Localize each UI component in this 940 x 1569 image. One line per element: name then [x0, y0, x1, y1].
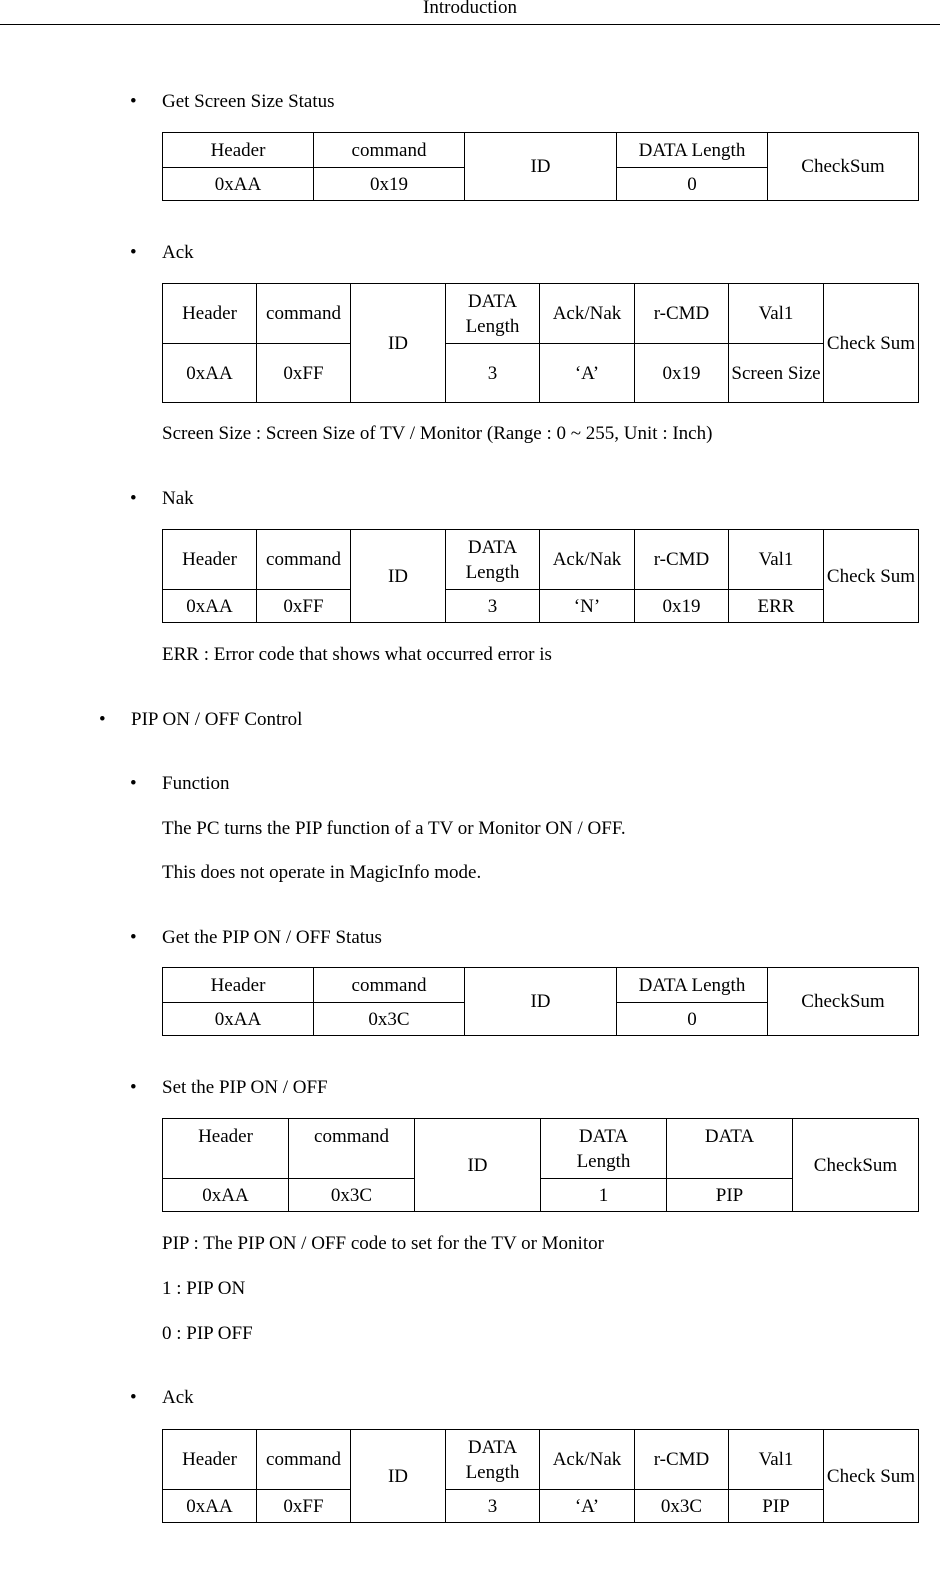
- val1-value-cell: ERR: [729, 590, 824, 623]
- header-cell: Header: [163, 968, 314, 1003]
- checksum-cell: CheckSum: [793, 1119, 919, 1212]
- data-length-cell: DATA Length: [617, 968, 768, 1003]
- val1-value-cell: PIP: [729, 1490, 824, 1523]
- command-cell: command: [257, 1430, 351, 1490]
- screen-size-nak-title: Nak: [162, 488, 194, 509]
- command-cell: command: [289, 1119, 415, 1179]
- command-cell: command: [257, 284, 351, 344]
- id-cell: ID: [351, 530, 446, 623]
- data-length-value-cell: 3: [446, 590, 540, 623]
- pip-function-desc-1: The PC turns the PIP function of a TV or Monitor ON / OFF.: [162, 818, 626, 839]
- pip-section-title: PIP ON / OFF Control: [131, 709, 303, 730]
- command-value-cell: 0xFF: [257, 590, 351, 623]
- page-title: Introduction: [423, 0, 517, 18]
- pip-set-title: Set the PIP ON / OFF: [162, 1077, 328, 1098]
- header-cell: Header: [163, 133, 314, 168]
- pip-on-note: 1 : PIP ON: [162, 1278, 246, 1299]
- bullet-icon: •: [130, 1387, 137, 1408]
- header-value-cell: 0xAA: [163, 1003, 314, 1036]
- header-value-cell: 0xAA: [163, 590, 257, 623]
- data-length-cell: DATA Length: [541, 1119, 667, 1179]
- id-cell: ID: [415, 1119, 541, 1212]
- data-cell: DATA: [667, 1119, 793, 1179]
- id-cell: ID: [465, 968, 617, 1036]
- header-value-cell: 0xAA: [163, 168, 314, 201]
- data-length-value-cell: 3: [446, 1490, 540, 1523]
- id-cell: ID: [351, 284, 446, 403]
- bullet-icon: •: [130, 91, 137, 112]
- r-cmd-value-cell: 0x19: [635, 344, 729, 403]
- val1-cell: Val1: [729, 284, 824, 344]
- bullet-icon: •: [130, 927, 137, 948]
- pip-get-title: Get the PIP ON / OFF Status: [162, 927, 382, 948]
- screen-size-note: Screen Size : Screen Size of TV / Monitor (Range : 0 ~ 255, Unit : Inch): [162, 423, 713, 444]
- header-value-cell: 0xAA: [163, 344, 257, 403]
- checksum-cell: Check Sum: [824, 1430, 919, 1523]
- ack-nak-value-cell: ‘N’: [540, 590, 635, 623]
- data-length-value-cell: 3: [446, 344, 540, 403]
- r-cmd-cell: r-CMD: [635, 284, 729, 344]
- pip-function-title: Function: [162, 773, 230, 794]
- data-length-value-cell: 0: [617, 168, 768, 201]
- data-value-cell: PIP: [667, 1179, 793, 1212]
- checksum-cell: CheckSum: [768, 968, 919, 1036]
- command-value-cell: 0x3C: [289, 1179, 415, 1212]
- command-cell: command: [314, 968, 465, 1003]
- r-cmd-value-cell: 0x19: [635, 590, 729, 623]
- nak-error-note: ERR : Error code that shows what occurred error is: [162, 644, 552, 665]
- data-length-cell: DATA Length: [446, 530, 540, 590]
- page-header: [0, 0, 940, 25]
- pip-get-table: [162, 967, 919, 1036]
- data-length-cell: DATA Length: [617, 133, 768, 168]
- screen-size-nak-table: [162, 529, 919, 623]
- command-cell: command: [314, 133, 465, 168]
- ack-nak-cell: Ack/Nak: [540, 284, 635, 344]
- pip-set-note: PIP : The PIP ON / OFF code to set for the TV or Monitor: [162, 1233, 604, 1254]
- header-cell: Header: [163, 284, 257, 344]
- bullet-icon: •: [99, 709, 106, 730]
- r-cmd-value-cell: 0x3C: [635, 1490, 729, 1523]
- header-value-cell: 0xAA: [163, 1490, 257, 1523]
- data-length-cell: DATA Length: [446, 1430, 540, 1490]
- r-cmd-cell: r-CMD: [635, 530, 729, 590]
- screen-size-status-title: Get Screen Size Status: [162, 91, 335, 112]
- checksum-cell: Check Sum: [824, 284, 919, 403]
- ack-nak-value-cell: ‘A’: [540, 1490, 635, 1523]
- command-value-cell: 0xFF: [257, 1490, 351, 1523]
- pip-set-table: [162, 1118, 919, 1212]
- val1-value-cell: Screen Size: [729, 344, 824, 403]
- ack-nak-cell: Ack/Nak: [540, 1430, 635, 1490]
- ack-nak-value-cell: ‘A’: [540, 344, 635, 403]
- bullet-icon: •: [130, 242, 137, 263]
- pip-ack-title: Ack: [162, 1387, 194, 1408]
- data-length-value-cell: 1: [541, 1179, 667, 1212]
- bullet-icon: •: [130, 1077, 137, 1098]
- data-length-cell: DATA Length: [446, 284, 540, 344]
- bullet-icon: •: [130, 773, 137, 794]
- ack-nak-cell: Ack/Nak: [540, 530, 635, 590]
- val1-cell: Val1: [729, 1430, 824, 1490]
- pip-function-desc-2: This does not operate in MagicInfo mode.: [162, 862, 482, 883]
- command-value-cell: 0x3C: [314, 1003, 465, 1036]
- bullet-icon: •: [130, 488, 137, 509]
- id-cell: ID: [465, 133, 617, 201]
- pip-ack-table: [162, 1429, 919, 1523]
- command-value-cell: 0x19: [314, 168, 465, 201]
- id-cell: ID: [351, 1430, 446, 1523]
- header-cell: Header: [163, 530, 257, 590]
- val1-cell: Val1: [729, 530, 824, 590]
- checksum-cell: Check Sum: [824, 530, 919, 623]
- r-cmd-cell: r-CMD: [635, 1430, 729, 1490]
- header-cell: Header: [163, 1119, 289, 1179]
- screen-size-request-table: [162, 132, 919, 201]
- header-value-cell: 0xAA: [163, 1179, 289, 1212]
- pip-off-note: 0 : PIP OFF: [162, 1323, 253, 1344]
- command-value-cell: 0xFF: [257, 344, 351, 403]
- checksum-cell: CheckSum: [768, 133, 919, 201]
- command-cell: command: [257, 530, 351, 590]
- header-cell: Header: [163, 1430, 257, 1490]
- screen-size-ack-table: [162, 283, 919, 403]
- data-length-value-cell: 0: [617, 1003, 768, 1036]
- screen-size-ack-title: Ack: [162, 242, 194, 263]
